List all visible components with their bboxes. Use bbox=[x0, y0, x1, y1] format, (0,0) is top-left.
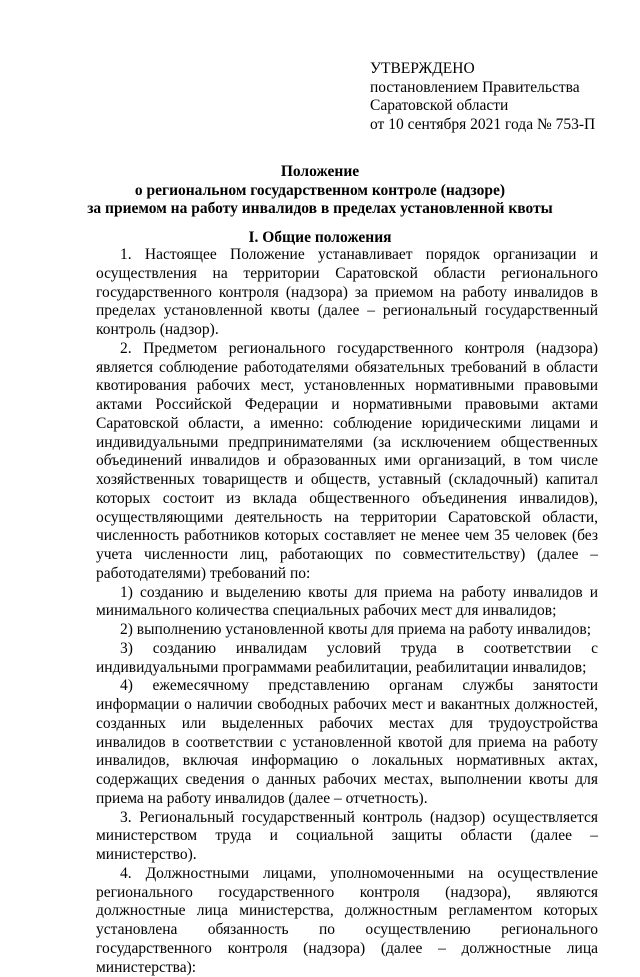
list-item-2: 2) выполнению установленной квоты для приема на работу инвалидов; bbox=[120, 621, 592, 638]
approval-stamp bbox=[370, 60, 620, 134]
approval-line: постановлением Правительства bbox=[370, 78, 580, 96]
document-body bbox=[96, 246, 598, 977]
document-title bbox=[0, 163, 640, 219]
document-title-line: Положение bbox=[280, 163, 360, 180]
list-item-4: 4) ежемесячному представлению органам службы занятости информации о наличии свободных рабочих мест и вакантных должностей, созданных или выделенных рабочих местах для трудоустройства инвалидов в соответствии с установленной квотой для приема на работу инвалидов, включая информацию о локальных нормативных актах, содержащих сведения о данных рабочих местах, выполнении квоты для приема на работу инвалидов (далее – отчетность). bbox=[96, 677, 598, 807]
paragraph-3: 3. Региональный государственный контроль (надзор) осуществляется министерством труда и социальной защиты области (далее – министерство). bbox=[96, 808, 598, 863]
list-item-3: 3) созданию инвалидам условий труда в соответствии с индивидуальными программами реабилитации, реабилитации инвалидов; bbox=[96, 639, 598, 676]
paragraph-1: 1. Настоящее Положение устанавливает порядок организации и осуществления на территории Саратовской области регионального государственного контроля (надзора) за приемом на работу инвалидов в пределах установленной квоты (далее – региональный государственный контроль (надзор). bbox=[96, 246, 598, 338]
approval-heading: УТВЕРЖДЕНО bbox=[370, 60, 475, 77]
approval-date-number: от 10 сентября 2021 года № 753-П bbox=[370, 115, 596, 133]
section-heading: I. Общие положения bbox=[248, 229, 392, 246]
paragraph-2: 2. Предметом регионального государственного контроля (надзора) является соблюдение работодателями обязательных требований в области квотирования рабочих мест, установленных нормативными правовыми актами Российской Федерации и нормативными правовыми актами Саратовской области, а именно: соблюдение юридическими лицами и индивидуальными предпринимателями (за исключением общественных объединений инвалидов и образованных ими организаций, в том числе хозяйственных товариществ и обществ, уставный (складочный) капитал которых состоит из вклада общественного объединения инвалидов), осуществляющими деятельность на территории Саратовской области, численность работников которых составляет не менее чем 35 человек (без учета численности лиц, работающих по совместительству) (далее – работодателями) требований по: bbox=[96, 339, 598, 582]
paragraph-4: 4. Должностными лицами, уполномоченными на осуществление регионального государственного контроля (надзора), являются должностные лица министерства, должностным регламентом которых установлена обязанность по осуществлению регионального государственного контроля (надзора) (далее – должностные лица министерства): bbox=[96, 864, 598, 976]
approval-line: Саратовской области bbox=[370, 97, 509, 114]
document-title-line: за приемом на работу инвалидов в пределах установленной квоты bbox=[87, 200, 553, 217]
list-item-1: 1) созданию и выделению квоты для приема на работу инвалидов и минимального количества специальных рабочих мест для инвалидов; bbox=[96, 583, 598, 620]
document-title-line: о региональном государственном контроле (надзоре) bbox=[134, 181, 506, 199]
